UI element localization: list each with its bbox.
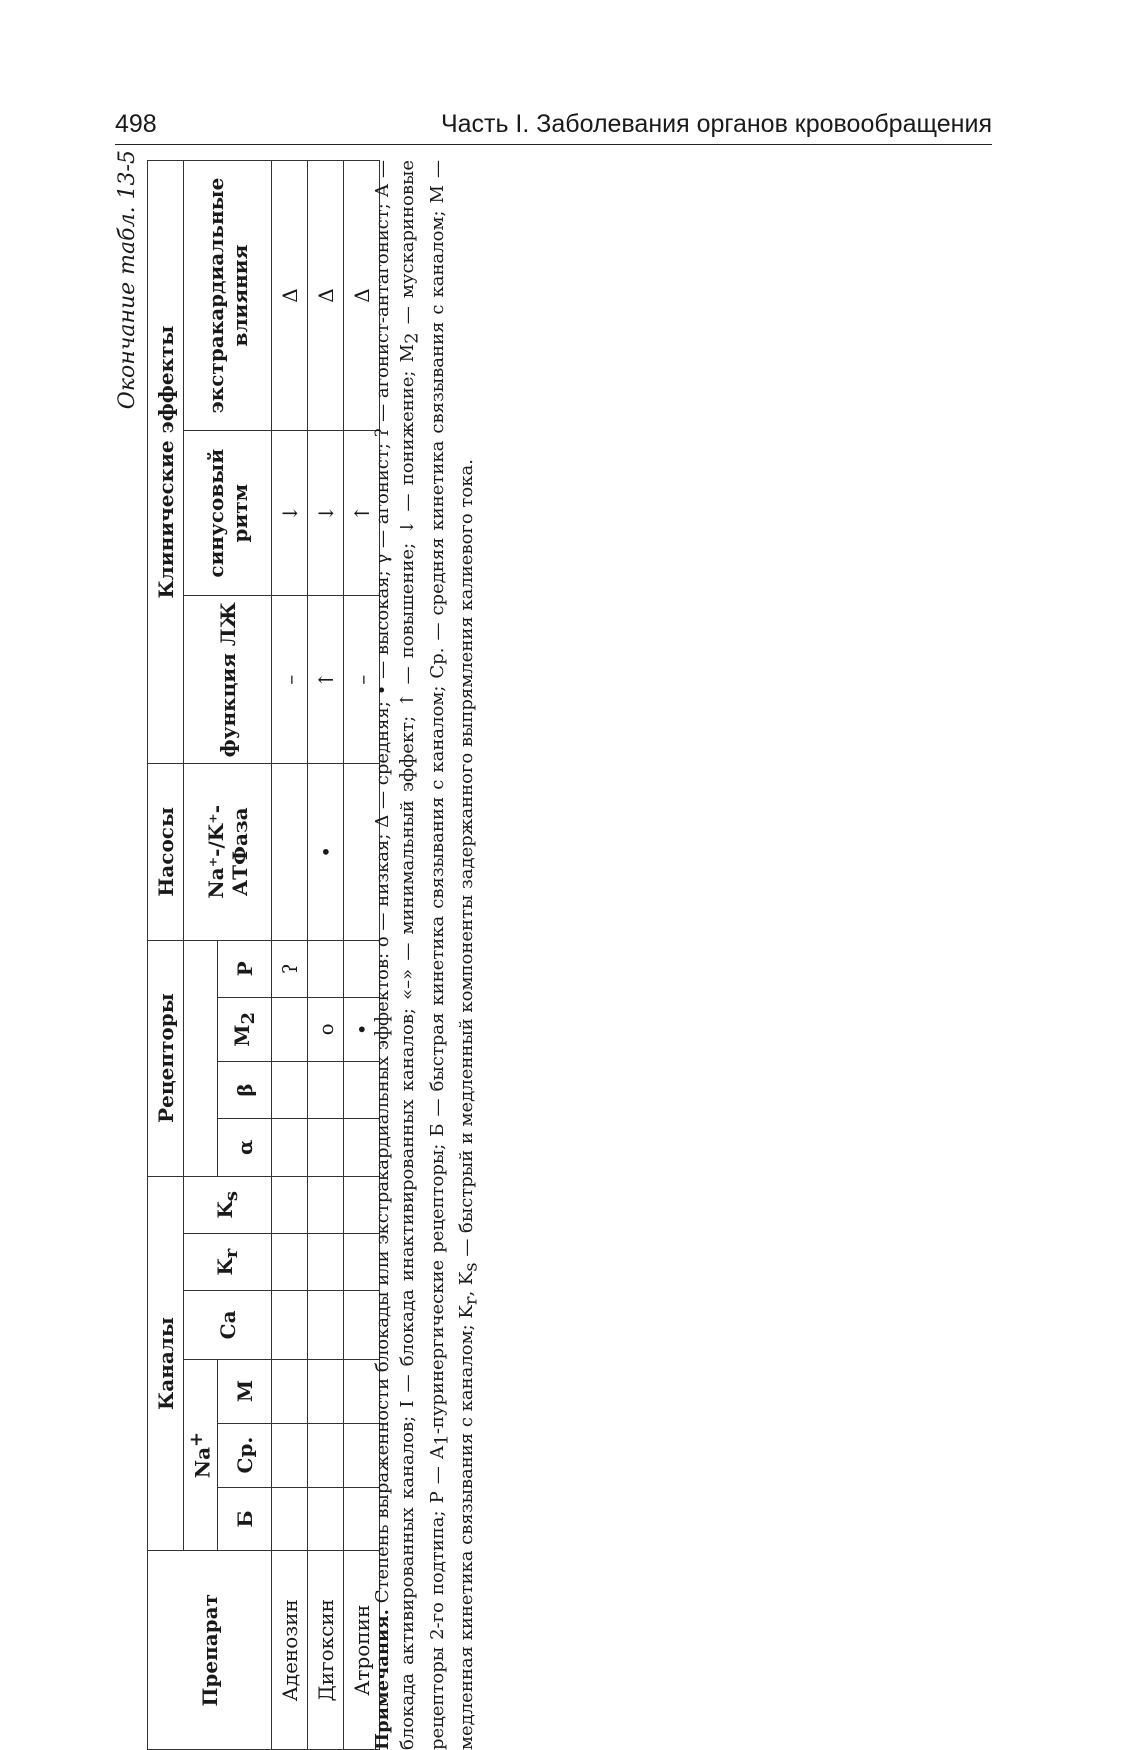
cell-sinus: ↑ bbox=[344, 431, 380, 596]
cell-lv: – bbox=[344, 596, 380, 764]
group-clinical-header: Клинические эффекты bbox=[148, 161, 184, 764]
page-header bbox=[115, 108, 992, 148]
cell-rec-m2: • bbox=[344, 997, 380, 1061]
cell-rec-m2 bbox=[272, 997, 308, 1061]
cell-sinus: ↓ bbox=[272, 431, 308, 596]
rec-m2-header: $M_2$ bbox=[218, 997, 272, 1061]
rec-beta-header: β bbox=[218, 1061, 272, 1118]
cell-extra: Δ bbox=[308, 161, 344, 431]
pump-atpase-header: Na⁺-/K⁺-АТФаза bbox=[184, 764, 272, 940]
cell-rec-p bbox=[308, 940, 344, 997]
drug-name: Атропин bbox=[344, 1551, 380, 1750]
table-row bbox=[272, 161, 308, 1750]
cell-pump bbox=[272, 764, 308, 940]
cell-rec-p: ʔ bbox=[272, 940, 308, 997]
group-channels-header: Каналы bbox=[148, 1176, 184, 1551]
rec-alpha-header: α bbox=[218, 1119, 272, 1176]
na-b-header: Б bbox=[218, 1487, 272, 1551]
receptors-subheader bbox=[184, 940, 218, 1176]
running-title: Часть I. Заболевания органов кровообращения bbox=[440, 110, 992, 138]
drug-effects-table bbox=[147, 160, 380, 1750]
cell-extra: Δ bbox=[344, 161, 380, 431]
table-row bbox=[308, 161, 344, 1750]
na-m-header: М bbox=[218, 1359, 272, 1423]
cell-extra: Δ bbox=[272, 161, 308, 431]
drug-name: Дигоксин bbox=[308, 1551, 344, 1750]
group-pumps-header: Насосы bbox=[148, 764, 184, 940]
header-rule bbox=[115, 144, 992, 145]
cell-lv: – bbox=[272, 596, 308, 764]
cell-rec-m2: o bbox=[308, 997, 344, 1061]
cell-pump: • bbox=[308, 764, 344, 940]
ca-channel-header: Ca bbox=[184, 1291, 272, 1359]
cell-lv: ↑ bbox=[308, 596, 344, 764]
na-channel-header: Na+ bbox=[184, 1359, 218, 1551]
table-notes: Примечания. Степень выраженности блокады или экстракардиальных эффектов: о — низкая; Δ — средняя; • — высокая; γ — агонист; ʔ — агонист-антагонист; А — блокада активированных каналов; I — блокада инактивированных каналов; «–» — минимальный эффект; ↑ — повышение; ↓ — понижение; $M_2$ — мускариновые рецепторы 2-го подтипа; Р — $А_1$-пуринергические рецепторы; Б — быстрая кинетика связывания с каналом; Ср. — средняя кинетика связывания с каналом; М — медленная кинетика связывания с каналом; $K_r$, $K_s$ — быстрый и медленный компоненты задержанного выпрямления калиевого тока. bbox=[372, 160, 482, 1750]
kr-channel-header: $K_r$ bbox=[184, 1233, 272, 1290]
na-sr-header: Ср. bbox=[218, 1423, 272, 1487]
clin-extra-header: экстракардиальные влияния bbox=[184, 161, 272, 431]
drug-name: Аденозин bbox=[272, 1551, 308, 1750]
cell-sinus: ↓ bbox=[308, 431, 344, 596]
ks-channel-header: $K_s$ bbox=[184, 1176, 272, 1233]
rotated-table-area bbox=[115, 150, 535, 1750]
rec-p-header: P bbox=[218, 940, 272, 997]
col-drug-header: Препарат bbox=[148, 1551, 272, 1750]
clin-sinus-header: синусовый ритм bbox=[184, 431, 272, 596]
table-caption: Окончание табл. 13-5 bbox=[115, 150, 140, 410]
group-receptors-header: Рецепторы bbox=[148, 940, 184, 1176]
clin-lv-header: функция ЛЖ bbox=[184, 596, 272, 764]
page-number: 498 bbox=[115, 110, 157, 138]
notes-label: Примечания. bbox=[372, 1609, 393, 1750]
